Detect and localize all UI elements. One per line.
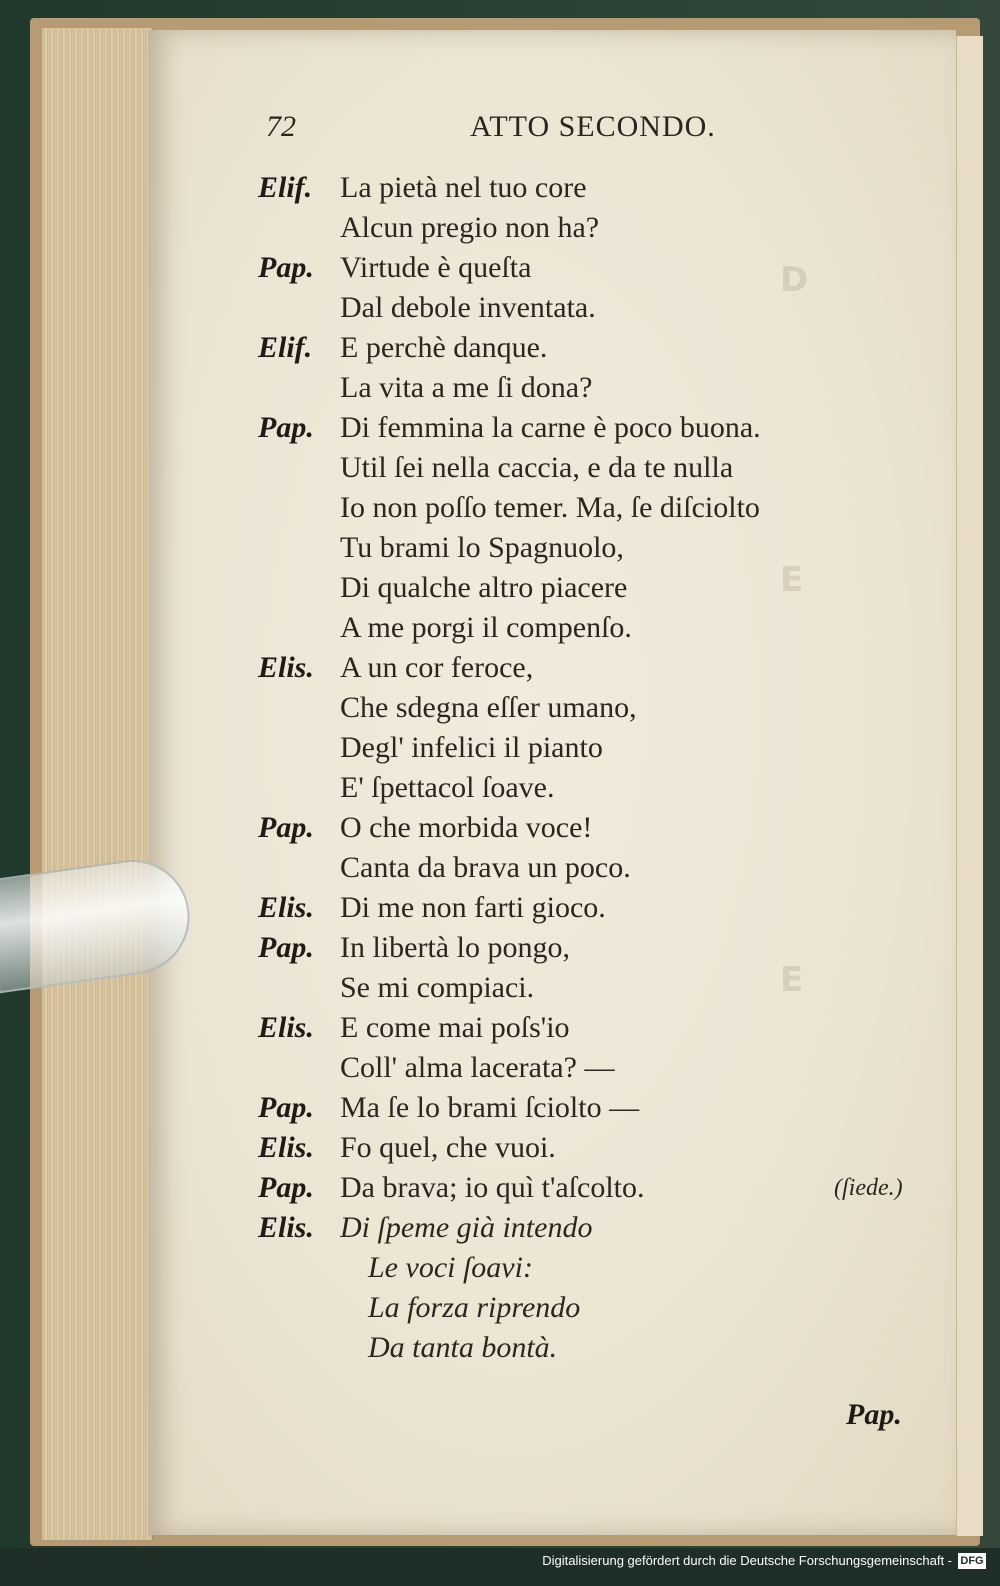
aria-line bbox=[258, 1208, 948, 1248]
dialogue-line bbox=[258, 608, 948, 648]
verse-text: La pietà nel tuo core bbox=[340, 171, 587, 204]
catchword: Pap. bbox=[846, 1398, 902, 1431]
speaker-name: Elif. bbox=[258, 331, 313, 364]
verse-text: A un cor feroce, bbox=[340, 651, 534, 684]
verse-text: Di qualche altro piacere bbox=[340, 571, 628, 604]
verse-text: A me porgi il compenſo. bbox=[340, 611, 632, 644]
dialogue-line bbox=[258, 1088, 948, 1128]
verse-text: Degl' infelici il pianto bbox=[340, 731, 603, 764]
stage-direction: (ſiede.) bbox=[834, 1175, 903, 1201]
dialogue-text bbox=[258, 168, 948, 1368]
show-through: E bbox=[780, 960, 804, 1000]
speaker-name: Pap. bbox=[258, 1171, 314, 1204]
verse-text: Util ſei nella caccia, e da te nulla bbox=[340, 451, 734, 484]
facing-page-edge bbox=[956, 36, 983, 1536]
speaker-name: Elif. bbox=[258, 171, 313, 204]
aria-text: Le voci ſoavi: bbox=[368, 1251, 533, 1284]
dialogue-line bbox=[258, 568, 948, 608]
verse-text: Di me non farti gioco. bbox=[340, 891, 606, 924]
dialogue-line bbox=[258, 168, 948, 208]
aria-line bbox=[258, 1288, 948, 1328]
dialogue-line bbox=[258, 1048, 948, 1088]
dialogue-line bbox=[258, 448, 948, 488]
verse-text: Coll' alma lacerata? — bbox=[340, 1051, 615, 1084]
aria-text: La forza riprendo bbox=[368, 1291, 581, 1324]
dialogue-line bbox=[258, 528, 948, 568]
verse-text: Ma ſe lo brami ſciolto — bbox=[340, 1091, 640, 1124]
page-number: 72 bbox=[266, 110, 296, 143]
aria-text: Da tanta bontà. bbox=[368, 1331, 558, 1364]
dialogue-line bbox=[258, 968, 948, 1008]
dialogue-line bbox=[258, 768, 948, 808]
verse-text: Tu brami lo Spagnuolo, bbox=[340, 531, 624, 564]
dialogue-line bbox=[258, 248, 948, 288]
speaker-name: Elis. bbox=[258, 1131, 314, 1164]
verse-text: Io non poſſo temer. Ma, ſe diſciolto bbox=[340, 491, 760, 524]
dialogue-line bbox=[258, 648, 948, 688]
aria-line bbox=[258, 1248, 948, 1288]
verse-text: Fo quel, che vuoi. bbox=[340, 1131, 556, 1164]
dialogue-line bbox=[258, 328, 948, 368]
footer-credit: Digitalisierung gefördert durch die Deutsche Forschungsgemeinschaft - bbox=[542, 1553, 952, 1568]
dfg-logo: DFG bbox=[958, 1553, 986, 1569]
page-header bbox=[266, 110, 746, 154]
verse-text: O che morbida voce! bbox=[340, 811, 593, 844]
verse-text: La vita a me ſi dona? bbox=[340, 371, 593, 404]
speaker-name: Pap. bbox=[258, 1091, 314, 1124]
verse-text: Alcun pregio non ha? bbox=[340, 211, 600, 244]
running-head: ATTO SECONDO. bbox=[470, 110, 716, 143]
speaker-name: Pap. bbox=[258, 411, 314, 444]
verse-text: Canta da brava un poco. bbox=[340, 851, 631, 884]
verse-text: Virtude è queſta bbox=[340, 251, 532, 284]
aria-text: Di ſpeme già intendo bbox=[340, 1211, 593, 1244]
dialogue-line bbox=[258, 1128, 948, 1168]
dialogue-line bbox=[258, 288, 948, 328]
show-through: D bbox=[780, 260, 809, 300]
verse-text: E come mai poſs'io bbox=[340, 1011, 570, 1044]
dialogue-line bbox=[258, 1168, 948, 1208]
dialogue-line bbox=[258, 368, 948, 408]
speaker-name: Pap. bbox=[258, 251, 314, 284]
speaker-name: Elis. bbox=[258, 651, 314, 684]
speaker-name: Pap. bbox=[258, 931, 314, 964]
dialogue-line bbox=[258, 688, 948, 728]
dialogue-line bbox=[258, 208, 948, 248]
speaker-name: Elis. bbox=[258, 1011, 314, 1044]
dialogue-line bbox=[258, 1008, 948, 1048]
verse-text: In libertà lo pongo, bbox=[340, 931, 570, 964]
verse-text: Da brava; io quì t'aſcolto. bbox=[340, 1171, 645, 1204]
dialogue-line bbox=[258, 808, 948, 848]
speaker-name: Pap. bbox=[258, 811, 314, 844]
verse-text: Di femmina la carne è poco buona. bbox=[340, 411, 761, 444]
aria-line bbox=[258, 1328, 948, 1368]
dialogue-line bbox=[258, 888, 948, 928]
dialogue-line bbox=[258, 848, 948, 888]
verse-text: Dal debole inventata. bbox=[340, 291, 596, 324]
dialogue-line bbox=[258, 488, 948, 528]
verse-text: Se mi compiaci. bbox=[340, 971, 535, 1004]
speaker-name: Elis. bbox=[258, 891, 314, 924]
page-edges bbox=[42, 28, 154, 1540]
verse-text: Che sdegna eſſer umano, bbox=[340, 691, 637, 724]
verse-text: E perchè danque. bbox=[340, 331, 548, 364]
speaker-name: Elis. bbox=[258, 1211, 314, 1244]
verse-text: E' ſpettacol ſoave. bbox=[340, 771, 555, 804]
show-through: E bbox=[780, 560, 804, 600]
dialogue-line bbox=[258, 928, 948, 968]
dialogue-line bbox=[258, 728, 948, 768]
dialogue-line bbox=[258, 408, 948, 448]
